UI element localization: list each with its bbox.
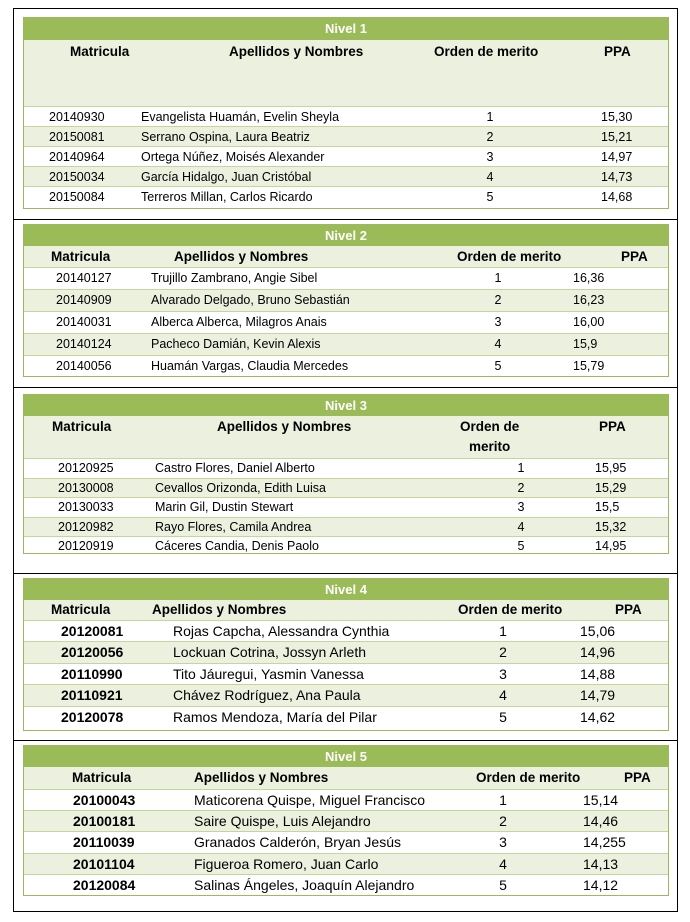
table-row	[24, 459, 668, 479]
table-row	[24, 356, 668, 378]
table-row	[24, 518, 668, 538]
table-row	[24, 290, 668, 312]
header-orden: Orden de merito	[476, 770, 581, 785]
table-row	[24, 187, 668, 207]
header-nombres: Apellidos y Nombres	[194, 770, 329, 785]
cell-nombre: Figueroa Romero, Juan Carlo	[194, 855, 379, 872]
cell-nombre: Saire Quispe, Luis Alejandro	[194, 813, 371, 830]
cell-orden: 1	[494, 271, 502, 285]
cell-orden: 2	[486, 130, 494, 144]
cell-orden: 1	[499, 792, 507, 808]
cell-orden: 5	[499, 708, 507, 725]
header-matricula: Matricula	[72, 770, 132, 785]
table-title: Nivel 5	[24, 746, 668, 767]
cell-matricula: 20130008	[58, 480, 114, 495]
table-row	[24, 167, 668, 187]
table-row	[24, 334, 668, 356]
cell-nombre: Cáceres Candia, Denis Paolo	[155, 539, 319, 554]
cell-nombre: Alberca Alberca, Milagros Anais	[151, 315, 327, 329]
cell-nombre: Serrano Ospina, Laura Beatriz	[141, 130, 310, 144]
cell-matricula: 20140909	[56, 293, 112, 307]
cell-ppa: 14,79	[580, 687, 616, 704]
header-ppa: PPA	[621, 249, 648, 264]
nivel-5-section	[13, 740, 678, 912]
cell-orden: 3	[494, 315, 502, 329]
cell-ppa: 14,62	[580, 708, 616, 725]
cell-ppa: 14,88	[580, 665, 616, 682]
cell-nombre: Lockuan Cotrina, Jossyn Arleth	[173, 644, 366, 661]
nivel-2-section	[13, 219, 678, 388]
header-orden-line2: merito	[469, 439, 511, 454]
cell-orden: 4	[494, 337, 502, 351]
cell-ppa: 14,255	[583, 834, 626, 851]
cell-matricula: 20140127	[56, 271, 112, 285]
header-ppa: PPA	[604, 44, 631, 59]
cell-ppa: 16,00	[573, 315, 605, 329]
cell-matricula: 20140031	[56, 315, 112, 329]
cell-orden: 3	[499, 834, 507, 851]
cell-matricula: 20120982	[58, 519, 114, 534]
cell-matricula: 20110921	[61, 687, 123, 704]
nivel-3-section	[13, 387, 678, 574]
cell-matricula: 20150034	[49, 170, 105, 184]
cell-orden: 3	[499, 665, 507, 682]
cell-nombre: Tito Jáuregui, Yasmin Vanessa	[173, 665, 364, 682]
cell-nombre: Rojas Capcha, Alessandra Cynthia	[173, 623, 390, 639]
cell-orden: 1	[499, 623, 507, 639]
table-title: Nivel 1	[24, 18, 668, 40]
cell-ppa: 15,06	[580, 623, 616, 639]
cell-ppa: 14,95	[595, 539, 627, 554]
cell-orden: 4	[486, 170, 494, 184]
cell-nombre: Evangelista Huamán, Evelin Sheyla	[141, 110, 340, 124]
cell-nombre: Chávez Rodríguez, Ana Paula	[173, 687, 361, 704]
table-title: Nivel 3	[24, 395, 668, 416]
table-header	[24, 600, 668, 621]
cell-matricula: 20150081	[49, 130, 105, 144]
table-row	[24, 642, 668, 663]
header-orden: Orden de merito	[458, 602, 563, 617]
cell-nombre: Marin Gil, Dustin Stewart	[155, 500, 294, 515]
cell-nombre: Ortega Núñez, Moisés Alexander	[141, 150, 325, 164]
table-row	[24, 479, 668, 499]
cell-nombre: Maticorena Quispe, Miguel Francisco	[194, 792, 426, 808]
table-row	[24, 498, 668, 518]
cell-nombre: Granados Calderón, Bryan Jesús	[194, 834, 401, 851]
cell-ppa: 14,73	[601, 170, 633, 184]
cell-ppa: 15,5	[595, 500, 620, 515]
cell-matricula: 20110990	[61, 665, 123, 682]
cell-matricula: 20101104	[73, 855, 135, 872]
cell-orden: 2	[494, 293, 502, 307]
table-row	[24, 127, 668, 147]
cell-matricula: 20120919	[58, 539, 114, 554]
cell-matricula: 20120056	[61, 644, 124, 661]
table-row	[24, 854, 668, 875]
table-row	[24, 707, 668, 728]
table-header	[24, 767, 668, 790]
cell-orden: 5	[499, 876, 507, 893]
nivel-2-table	[23, 224, 669, 377]
header-matricula: Matricula	[52, 419, 112, 434]
cell-orden: 4	[499, 687, 507, 704]
table-title: Nivel 4	[24, 579, 668, 600]
cell-matricula: 20140124	[56, 337, 112, 351]
table-row	[24, 312, 668, 334]
cell-nombre: Rayo Flores, Camila Andrea	[155, 519, 312, 534]
header-nombres: Apellidos y Nombres	[217, 419, 352, 434]
header-matricula: Matricula	[70, 44, 130, 59]
header-ppa: PPA	[599, 419, 626, 434]
nivel-4-section	[13, 573, 678, 741]
cell-orden: 2	[499, 644, 507, 661]
cell-matricula: 20120081	[61, 623, 124, 639]
table-header	[24, 40, 668, 107]
table-row	[24, 875, 668, 896]
table-row	[24, 790, 668, 811]
cell-orden: 1	[517, 461, 525, 475]
cell-nombre: Salinas Ángeles, Joaquín Alejandro	[194, 876, 415, 893]
cell-orden: 5	[486, 190, 494, 204]
cell-orden: 1	[486, 110, 494, 124]
cell-nombre: Alvarado Delgado, Bruno Sebastián	[151, 293, 350, 307]
table-row	[24, 147, 668, 167]
header-ppa: PPA	[615, 602, 642, 617]
header-orden-line1: Orden de	[460, 419, 520, 434]
cell-matricula: 20100043	[73, 792, 136, 808]
cell-nombre: Terreros Millan, Carlos Ricardo	[141, 190, 313, 204]
cell-orden: 5	[494, 359, 502, 373]
cell-ppa: 15,21	[601, 130, 633, 144]
header-orden: Orden de merito	[434, 44, 539, 59]
cell-ppa: 16,36	[573, 271, 605, 285]
table-row	[24, 811, 668, 832]
header-orden: Orden de merito	[457, 249, 562, 264]
cell-orden: 5	[517, 539, 525, 554]
cell-orden: 2	[499, 813, 507, 830]
table-row	[24, 107, 668, 127]
table-row	[24, 537, 668, 557]
cell-nombre: Ramos Mendoza, María del Pilar	[173, 708, 377, 725]
cell-orden: 3	[517, 500, 525, 515]
cell-matricula: 20100181	[73, 813, 136, 830]
cell-matricula: 20140056	[56, 359, 112, 373]
header-ppa: PPA	[624, 770, 651, 785]
cell-nombre: Trujillo Zambrano, Angie Sibel	[151, 271, 318, 285]
header-nombres: Apellidos y Nombres	[229, 44, 364, 59]
nivel-1-section	[13, 8, 678, 220]
table-row	[24, 621, 668, 642]
cell-ppa: 14,97	[601, 150, 633, 164]
cell-nombre: Cevallos Orizonda, Edith Luisa	[155, 480, 326, 495]
cell-orden: 4	[517, 519, 525, 534]
cell-orden: 3	[486, 150, 494, 164]
table-title: Nivel 2	[24, 225, 668, 246]
cell-matricula: 20130033	[58, 500, 114, 515]
header-nombres: Apellidos y Nombres	[174, 249, 309, 264]
cell-ppa: 15,79	[573, 359, 605, 373]
cell-orden: 4	[499, 855, 507, 872]
cell-nombre: García Hidalgo, Juan Cristóbal	[141, 170, 312, 184]
cell-matricula: 20140930	[49, 110, 105, 124]
cell-ppa: 14,46	[583, 813, 619, 830]
header-nombres: Apellidos y Nombres	[152, 602, 287, 617]
table-row	[24, 685, 668, 706]
cell-nombre: Pacheco Damián, Kevin Alexis	[151, 337, 321, 351]
table-header	[24, 416, 668, 459]
cell-nombre: Huamán Vargas, Claudia Mercedes	[151, 359, 349, 373]
cell-nombre: Castro Flores, Daniel Alberto	[155, 461, 315, 475]
cell-matricula: 20140964	[49, 150, 105, 164]
cell-ppa: 15,95	[595, 461, 627, 475]
cell-ppa: 15,14	[583, 792, 619, 808]
cell-ppa: 16,23	[573, 293, 605, 307]
cell-ppa: 15,29	[595, 480, 627, 495]
nivel-1-table	[23, 17, 669, 209]
cell-matricula: 20120078	[61, 708, 124, 725]
cell-ppa: 15,9	[573, 337, 598, 351]
cell-ppa: 14,68	[601, 190, 633, 204]
cell-ppa: 15,32	[595, 519, 627, 534]
nivel-4-table	[23, 578, 669, 731]
table-row	[24, 664, 668, 685]
cell-ppa: 14,12	[583, 876, 619, 893]
cell-ppa: 14,96	[580, 644, 616, 661]
cell-matricula: 20150084	[49, 190, 105, 204]
cell-matricula: 20120925	[58, 461, 114, 475]
nivel-5-table	[23, 745, 669, 896]
cell-matricula: 20110039	[73, 834, 135, 851]
header-matricula: Matricula	[51, 249, 111, 264]
table-row	[24, 832, 668, 853]
cell-orden: 2	[517, 480, 525, 495]
table-header	[24, 246, 668, 268]
header-matricula: Matricula	[51, 602, 111, 617]
cell-ppa: 15,30	[601, 110, 633, 124]
cell-matricula: 20120084	[73, 876, 136, 893]
nivel-3-table	[23, 394, 669, 554]
table-row	[24, 268, 668, 290]
cell-ppa: 14,13	[583, 855, 619, 872]
